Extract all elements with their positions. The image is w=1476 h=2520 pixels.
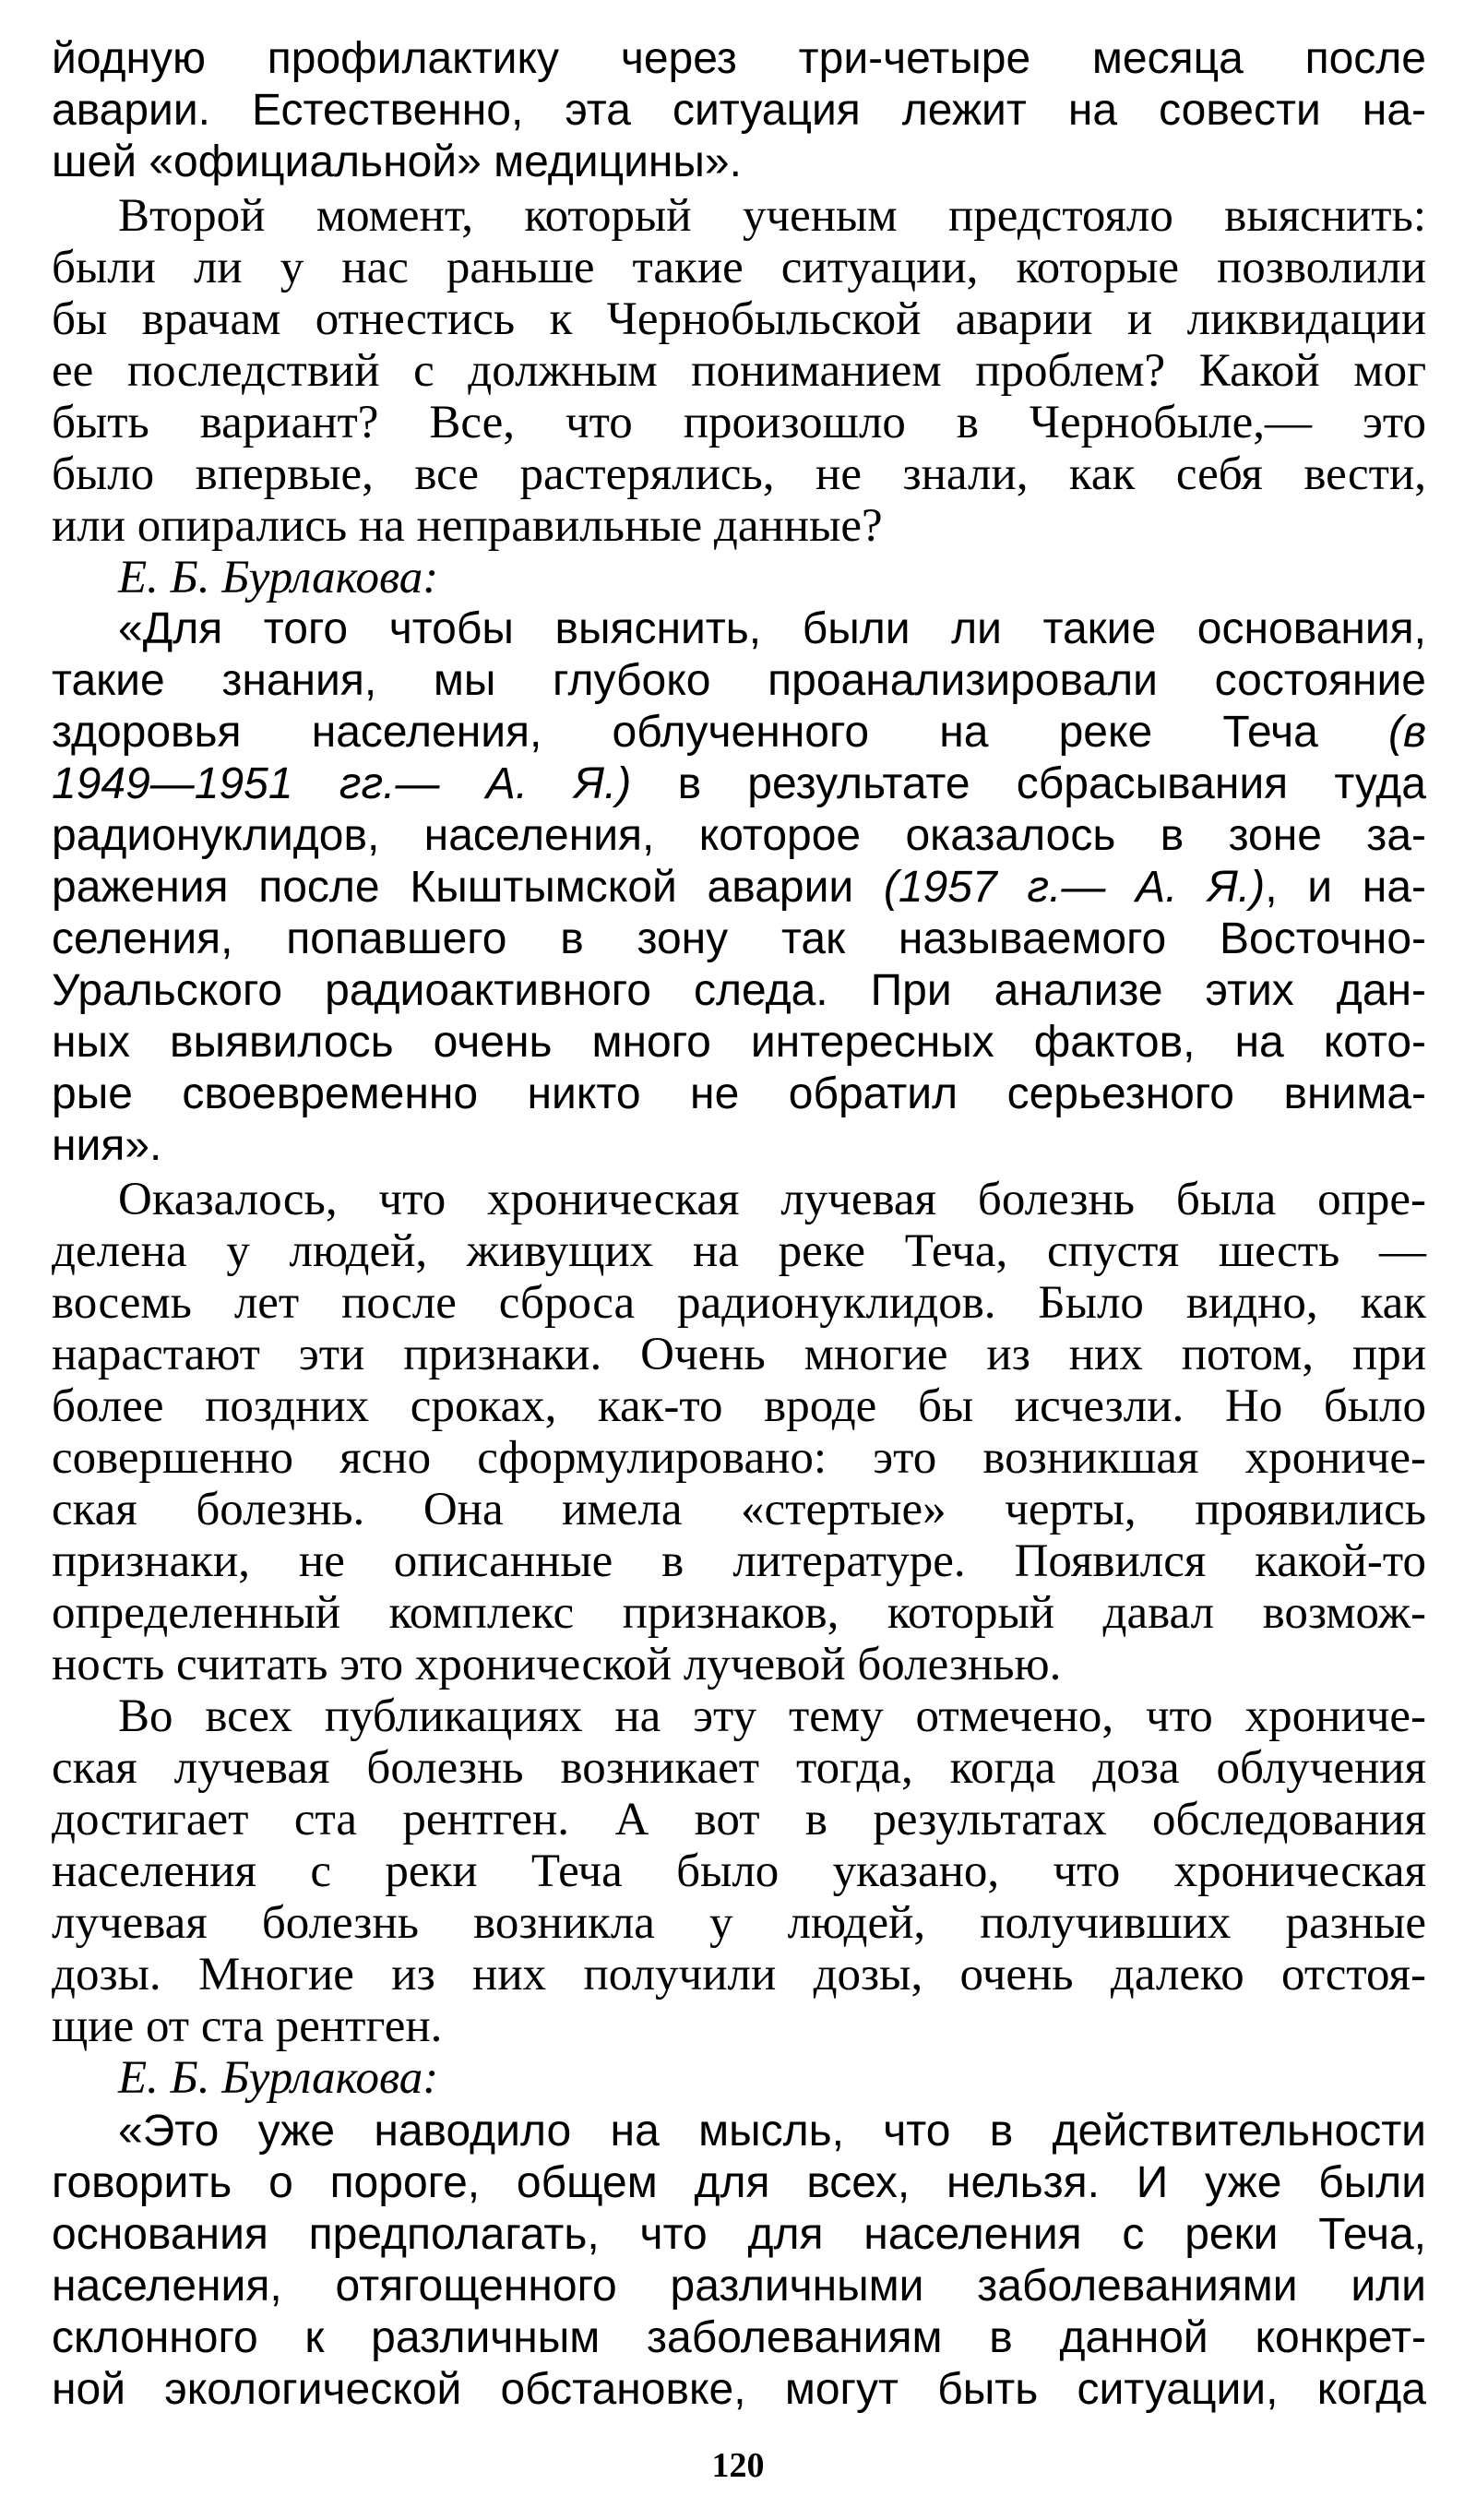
- text-line: Во всех публикациях на эту тему отмечено, что хрониче-: [118, 1690, 1426, 1742]
- text-line: быть вариант? Все, что произошло в Чернобыле,— это: [52, 397, 1426, 448]
- text-line: йодную профилактику через три-четыре месяца после: [52, 34, 1426, 83]
- text-line: ее последствий с должным пониманием проблем? Какой мог: [52, 345, 1426, 397]
- text-line: было впервые, все растерялись, не знали, как себя вести,: [52, 448, 1426, 500]
- text-line: нарастают эти признаки. Очень многие из них потом, при: [52, 1329, 1426, 1380]
- page-number: 120: [711, 2446, 765, 2485]
- text-line: делена у людей, живущих на реке Теча, спустя шесть —: [52, 1225, 1426, 1277]
- text-line: были ли у нас раньше такие ситуации, которые позволили: [52, 242, 1426, 293]
- text-line: достигает ста рентген. А вот в результатах обследования: [52, 1794, 1426, 1845]
- text-line: Второй момент, который ученым предстояло выяснить:: [118, 190, 1426, 242]
- text-segment: , и на-: [1265, 863, 1426, 912]
- text-line: шей «официальной» медицины».: [52, 137, 742, 186]
- text-line: основания предполагать, что для населения с реки Теча,: [52, 2210, 1426, 2259]
- text-line: более поздних сроках, как-то вроде бы исчезли. Но было: [52, 1380, 1426, 1432]
- text-line: восемь лет после сброса радионуклидов. Было видно, как: [52, 1277, 1426, 1329]
- italic-segment: (в: [1387, 708, 1426, 757]
- text-line: ных выявилось очень много интересных фактов, на кото-: [52, 1018, 1426, 1067]
- text-line: бы врачам отнестись к Чернобыльской аварии и ликвидации: [52, 293, 1426, 345]
- text-segment: ражения после Кыштымской аварии: [52, 863, 884, 912]
- text-line: ния».: [52, 1121, 162, 1170]
- text-line: селения, попавшего в зону так называемого Восточно-: [52, 914, 1426, 963]
- text-line: щие от ста рентген.: [52, 2000, 443, 2052]
- text-line: ская лучевая болезнь возникает тогда, когда доза облучения: [52, 1742, 1426, 1794]
- text-line: радионуклидов, населения, которое оказалось в зоне за-: [52, 811, 1426, 860]
- text-line: ность считать это хронической лучевой болезнью.: [52, 1639, 1062, 1690]
- text-line: лучевая болезнь возникла у людей, получивших разные: [52, 1897, 1426, 1949]
- text-line: [52, 707, 1426, 758]
- text-line: совершенно ясно сформулировано: это возникшая хрониче-: [52, 1432, 1426, 1484]
- text-segment: в результате сбрасывания туда: [631, 759, 1427, 808]
- text-segment: здоровья населения, облученного на реке Теча: [52, 708, 1318, 757]
- speaker-label: Е. Б. Бурлакова:: [118, 552, 439, 603]
- text-line: [52, 758, 1426, 810]
- text-line: населения с реки Теча было указано, что хроническая: [52, 1845, 1426, 1897]
- italic-segment: (1957 г.— А. Я.): [883, 863, 1266, 912]
- text-line: говорить о пороге, общем для всех, нельзя. И уже были: [52, 2158, 1426, 2207]
- text-line: рые своевременно никто не обратил серьезного внима-: [52, 1069, 1426, 1118]
- text-line: признаки, не описанные в литературе. Появился какой-то: [52, 1535, 1426, 1587]
- text-line: определенный комплекс признаков, который давал возмож-: [52, 1587, 1426, 1639]
- text-line: склонного к различным заболеваниям в данной конкрет-: [52, 2313, 1426, 2362]
- text-line: «Это уже наводило на мысль, что в действительности: [118, 2107, 1426, 2156]
- text-line: Уральского радиоактивного следа. При анализе этих дан-: [52, 966, 1426, 1015]
- text-line: такие знания, мы глубоко проанализировали состояние: [52, 656, 1426, 705]
- text-line: аварии. Естественно, эта ситуация лежит на совести на-: [52, 86, 1426, 135]
- italic-segment: 1949—1951 гг.— А. Я.): [52, 759, 632, 808]
- text-line: дозы. Многие из них получили дозы, очень далеко отстоя-: [52, 1949, 1426, 2000]
- text-line: «Для того чтобы выяснить, были ли такие основания,: [118, 604, 1426, 653]
- text-line: ская болезнь. Она имела «стертые» черты, проявились: [52, 1484, 1426, 1535]
- text-line: [52, 862, 1426, 914]
- speaker-label: Е. Б. Бурлакова:: [118, 2052, 439, 2104]
- text-line: или опирались на неправильные данные?: [52, 500, 883, 552]
- text-line: населения, отягощенного различными заболеваниями или: [52, 2262, 1426, 2311]
- text-line: ной экологической обстановке, могут быть ситуации, когда: [52, 2365, 1426, 2414]
- text-line: Оказалось, что хроническая лучевая болезнь была опре-: [118, 1174, 1426, 1225]
